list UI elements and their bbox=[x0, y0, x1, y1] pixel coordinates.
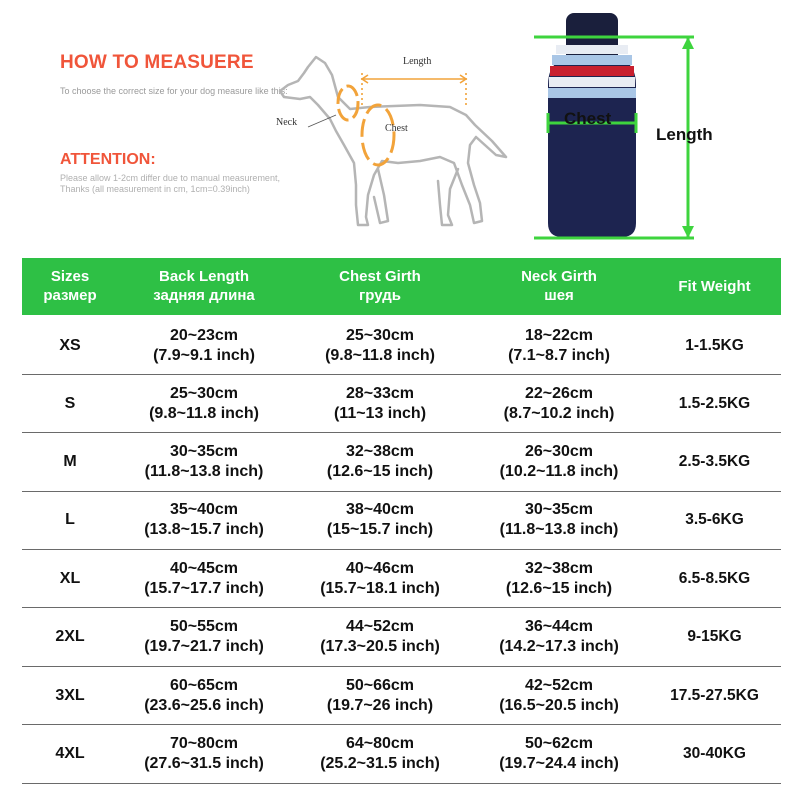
chest-girth-cell bbox=[290, 725, 470, 783]
table-row bbox=[22, 725, 781, 783]
sweater-measurement-diagram bbox=[520, 5, 790, 245]
back-length-inch: (19.7~21.7 inch) bbox=[144, 638, 264, 656]
table-row bbox=[22, 666, 781, 724]
header-neck-girth bbox=[470, 258, 648, 316]
attention-title: ATTENTION: bbox=[60, 151, 156, 168]
neck-girth-inch: (12.6~15 inch) bbox=[505, 579, 613, 597]
size-chart-table bbox=[22, 258, 781, 784]
chest-girth-inch: (15.7~18.1 inch) bbox=[320, 579, 440, 597]
chest-girth-cell bbox=[290, 433, 470, 491]
chest-girth-cell bbox=[290, 316, 470, 374]
header-back-length-ru: задняя длина bbox=[153, 287, 255, 305]
chest-girth-inch: (12.6~15 inch) bbox=[326, 462, 434, 480]
table-header-row bbox=[22, 258, 781, 316]
neck-girth-cell bbox=[470, 374, 648, 432]
back-length-cm: 30~35cm bbox=[169, 442, 239, 460]
fit-weight-cell: 30-40KG bbox=[648, 725, 781, 783]
table-row bbox=[22, 433, 781, 491]
table-row bbox=[22, 316, 781, 374]
size-cell: XL bbox=[22, 550, 118, 608]
back-length-cm: 35~40cm bbox=[169, 501, 239, 519]
back-length-cell bbox=[118, 666, 290, 724]
back-length-cm: 50~55cm bbox=[169, 618, 239, 636]
chest-girth-inch: (15~15.7 inch) bbox=[326, 521, 434, 539]
chest-girth-inch: (19.7~26 inch) bbox=[326, 696, 434, 714]
back-length-inch: (27.6~31.5 inch) bbox=[144, 754, 264, 772]
back-length-inch: (11.8~13.8 inch) bbox=[144, 462, 264, 480]
neck-girth-inch: (8.7~10.2 inch) bbox=[503, 404, 615, 422]
chest-girth-inch: (9.8~11.8 inch) bbox=[325, 346, 435, 364]
size-cell: S bbox=[22, 374, 118, 432]
attention-description: Please allow 1-2cm differ due to manual measurement, Thanks (all measurement in cm, 1cm=0.39inch) bbox=[60, 173, 280, 194]
back-length-cell bbox=[118, 725, 290, 783]
chest-girth-cm: 38~40cm bbox=[345, 501, 415, 519]
neck-girth-cell bbox=[470, 433, 648, 491]
header-sizes bbox=[22, 258, 118, 316]
back-length-cm: 25~30cm bbox=[169, 384, 239, 402]
size-cell: 2XL bbox=[22, 608, 118, 666]
neck-girth-cell bbox=[470, 316, 648, 374]
back-length-cm: 60~65cm bbox=[169, 676, 239, 694]
chest-girth-cm: 25~30cm bbox=[345, 326, 415, 344]
back-length-cm: 70~80cm bbox=[169, 734, 239, 752]
header-fit-weight-en: Fit Weight bbox=[678, 277, 751, 295]
chest-girth-cell bbox=[290, 491, 470, 549]
back-length-cell bbox=[118, 608, 290, 666]
neck-girth-cm: 18~22cm bbox=[524, 326, 594, 344]
fit-weight-cell: 1.5-2.5KG bbox=[648, 374, 781, 432]
neck-girth-cell bbox=[470, 725, 648, 783]
header-back-length-en: Back Length bbox=[158, 268, 249, 286]
size-cell: M bbox=[22, 433, 118, 491]
neck-girth-inch: (19.7~24.4 inch) bbox=[499, 754, 619, 772]
dog-length-label: Length bbox=[403, 56, 432, 67]
fit-weight-cell: 2.5-3.5KG bbox=[648, 433, 781, 491]
back-length-cell bbox=[118, 433, 290, 491]
fit-weight-cell: 1-1.5KG bbox=[648, 316, 781, 374]
neck-girth-inch: (14.2~17.3 inch) bbox=[499, 638, 619, 656]
back-length-inch: (23.6~25.6 inch) bbox=[144, 696, 264, 714]
table-row bbox=[22, 374, 781, 432]
chest-girth-cell bbox=[290, 666, 470, 724]
table-row bbox=[22, 550, 781, 608]
chest-girth-inch: (17.3~20.5 inch) bbox=[320, 638, 440, 656]
size-cell: 4XL bbox=[22, 725, 118, 783]
chest-girth-inch: (25.2~31.5 inch) bbox=[320, 754, 440, 772]
neck-girth-cell bbox=[470, 666, 648, 724]
chest-girth-cell bbox=[290, 550, 470, 608]
chest-girth-cm: 40~46cm bbox=[345, 559, 415, 577]
neck-girth-cm: 26~30cm bbox=[524, 442, 594, 460]
chest-girth-inch: (11~13 inch) bbox=[333, 404, 427, 422]
neck-girth-cell bbox=[470, 608, 648, 666]
neck-girth-cm: 50~62cm bbox=[524, 734, 594, 752]
fit-weight-cell: 3.5-6KG bbox=[648, 491, 781, 549]
sweater-length-label: Length bbox=[656, 125, 713, 144]
chest-girth-cm: 44~52cm bbox=[345, 618, 415, 636]
chest-girth-cell bbox=[290, 608, 470, 666]
header-fit-weight bbox=[648, 258, 781, 316]
neck-girth-inch: (11.8~13.8 inch) bbox=[499, 521, 619, 539]
back-length-cell bbox=[118, 491, 290, 549]
sweater-chest-label: Chest bbox=[564, 109, 612, 128]
back-length-cm: 40~45cm bbox=[169, 559, 239, 577]
dog-chest-label: Chest bbox=[385, 123, 408, 134]
back-length-inch: (7.9~9.1 inch) bbox=[153, 346, 255, 364]
back-length-inch: (9.8~11.8 inch) bbox=[149, 404, 259, 422]
chest-girth-cm: 50~66cm bbox=[345, 676, 415, 694]
header-chest-girth bbox=[290, 258, 470, 316]
neck-girth-cell bbox=[470, 491, 648, 549]
header-neck-girth-en: Neck Girth bbox=[521, 268, 597, 286]
chest-girth-cm: 64~80cm bbox=[345, 734, 415, 752]
size-cell: 3XL bbox=[22, 666, 118, 724]
header-back-length bbox=[118, 258, 290, 316]
neck-girth-cm: 30~35cm bbox=[524, 501, 594, 519]
back-length-cm: 20~23cm bbox=[169, 326, 239, 344]
dog-outline-icon bbox=[270, 45, 520, 240]
header-chest-girth-ru: грудь bbox=[359, 287, 401, 305]
neck-girth-cell bbox=[470, 550, 648, 608]
neck-girth-inch: (10.2~11.8 inch) bbox=[499, 462, 619, 480]
back-length-cell bbox=[118, 550, 290, 608]
back-length-inch: (15.7~17.7 inch) bbox=[144, 579, 264, 597]
dog-neck-label: Neck bbox=[276, 117, 298, 128]
neck-girth-cm: 42~52cm bbox=[524, 676, 594, 694]
back-length-cell bbox=[118, 316, 290, 374]
header-neck-girth-ru: шея bbox=[544, 287, 574, 305]
fit-weight-cell: 17.5-27.5KG bbox=[648, 666, 781, 724]
header-sizes-en: Sizes bbox=[50, 268, 90, 286]
fit-weight-cell: 9-15KG bbox=[648, 608, 781, 666]
fit-weight-cell: 6.5-8.5KG bbox=[648, 550, 781, 608]
how-to-measure-description: To choose the correct size for your dog measure like this: bbox=[60, 86, 288, 96]
chest-girth-cell bbox=[290, 374, 470, 432]
sweater-icon bbox=[520, 5, 790, 245]
chest-girth-cm: 32~38cm bbox=[345, 442, 415, 460]
table-row bbox=[22, 608, 781, 666]
size-cell: XS bbox=[22, 316, 118, 374]
header-chest-girth-en: Chest Girth bbox=[339, 268, 421, 286]
dog-measurement-diagram bbox=[270, 45, 520, 240]
header-sizes-ru: размер bbox=[43, 287, 97, 305]
neck-girth-cm: 32~38cm bbox=[524, 559, 594, 577]
neck-girth-cm: 22~26cm bbox=[524, 384, 594, 402]
neck-girth-inch: (16.5~20.5 inch) bbox=[499, 696, 619, 714]
neck-girth-cm: 36~44cm bbox=[524, 618, 594, 636]
back-length-cell bbox=[118, 374, 290, 432]
table-row bbox=[22, 491, 781, 549]
back-length-inch: (13.8~15.7 inch) bbox=[144, 521, 264, 539]
how-to-measure-title: HOW TO MEASUERE bbox=[60, 52, 254, 73]
neck-girth-inch: (7.1~8.7 inch) bbox=[508, 346, 610, 364]
size-cell: L bbox=[22, 491, 118, 549]
chest-girth-cm: 28~33cm bbox=[345, 384, 415, 402]
